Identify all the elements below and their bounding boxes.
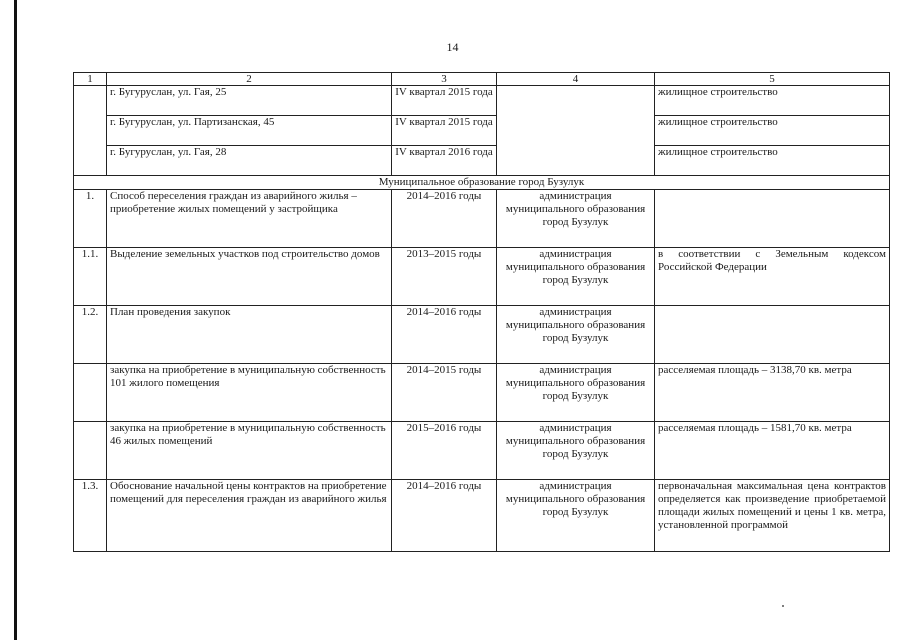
table-row xyxy=(74,190,890,248)
row-number: 1.1. xyxy=(74,248,107,306)
action-text: Обоснование начальной цены контрактов на приобретение помещений для переселения граждан из аварийного жилья xyxy=(107,480,392,552)
row-number: 1. xyxy=(74,190,107,248)
period-cell: 2014–2016 годы xyxy=(392,306,497,364)
responsible-cell: администрация муниципального образования город Бузулук xyxy=(497,480,655,552)
result-cell xyxy=(655,306,890,364)
address-cell: г. Бугуруслан, ул. Партизанская, 45 xyxy=(107,116,392,146)
action-text: Выделение земельных участков под строительство домов xyxy=(107,248,392,306)
result-cell: расселяемая площадь – 1581,70 кв. метра xyxy=(655,422,890,480)
table-row xyxy=(74,422,890,480)
section-title: Муниципальное образование город Бузулук xyxy=(74,176,890,190)
table-row xyxy=(74,116,890,146)
address-cell: г. Бугуруслан, ул. Гая, 28 xyxy=(107,146,392,176)
header-cell: 5 xyxy=(655,73,890,86)
period-cell: IV квартал 2015 года xyxy=(392,116,497,146)
period-cell: 2013–2015 годы xyxy=(392,248,497,306)
action-text: закупка на приобретение в муниципальную собственность 46 жилых помещений xyxy=(107,422,392,480)
table-row xyxy=(74,306,890,364)
result-cell: жилищное строительство xyxy=(655,86,890,116)
period-cell: 2014–2015 годы xyxy=(392,364,497,422)
page-number: 14 xyxy=(446,40,459,54)
table-row xyxy=(74,248,890,306)
result-cell: жилищное строительство xyxy=(655,116,890,146)
scan-speck xyxy=(782,605,784,607)
table-row xyxy=(74,480,890,552)
responsible-cell: администрация муниципального образования город Бузулук xyxy=(497,248,655,306)
responsible-cell: администрация муниципального образования город Бузулук xyxy=(497,422,655,480)
responsible-cell: администрация муниципального образования город Бузулук xyxy=(497,306,655,364)
plan-table xyxy=(73,72,890,552)
action-text: Способ переселения граждан из аварийного жилья – приобретение жилых помещений у застройщика xyxy=(107,190,392,248)
action-text: План проведения закупок xyxy=(107,306,392,364)
table-row xyxy=(74,86,890,116)
action-text: закупка на приобретение в муниципальную собственность 101 жилого помещения xyxy=(107,364,392,422)
period-cell: IV квартал 2016 года xyxy=(392,146,497,176)
result-cell: жилищное строительство xyxy=(655,146,890,176)
row-number xyxy=(74,364,107,422)
responsible-cell: администрация муниципального образования город Бузулук xyxy=(497,190,655,248)
num-cell xyxy=(74,86,107,176)
row-number: 1.3. xyxy=(74,480,107,552)
row-number xyxy=(74,422,107,480)
header-cell: 1 xyxy=(74,73,107,86)
header-cell: 3 xyxy=(392,73,497,86)
period-cell: 2015–2016 годы xyxy=(392,422,497,480)
section-row xyxy=(74,176,890,190)
address-cell: г. Бугуруслан, ул. Гая, 25 xyxy=(107,86,392,116)
header-cell: 4 xyxy=(497,73,655,86)
responsible-cell: администрация муниципального образования город Бузулук xyxy=(497,364,655,422)
result-cell: в соответствии с Земельным кодексом Российской Федерации xyxy=(655,248,890,306)
responsible-cell xyxy=(497,86,655,176)
table-row xyxy=(74,364,890,422)
binding-edge-line xyxy=(14,0,17,640)
period-cell: IV квартал 2015 года xyxy=(392,86,497,116)
period-cell: 2014–2016 годы xyxy=(392,480,497,552)
period-cell: 2014–2016 годы xyxy=(392,190,497,248)
result-cell: расселяемая площадь – 3138,70 кв. метра xyxy=(655,364,890,422)
row-number: 1.2. xyxy=(74,306,107,364)
header-cell: 2 xyxy=(107,73,392,86)
result-cell xyxy=(655,190,890,248)
result-cell: первоначальная максимальная цена контрактов определяется как произведение приобретаемой площади жилых помещений и цены 1 кв. метра, установленной программой xyxy=(655,480,890,552)
header-row xyxy=(74,73,890,86)
table-row xyxy=(74,146,890,176)
